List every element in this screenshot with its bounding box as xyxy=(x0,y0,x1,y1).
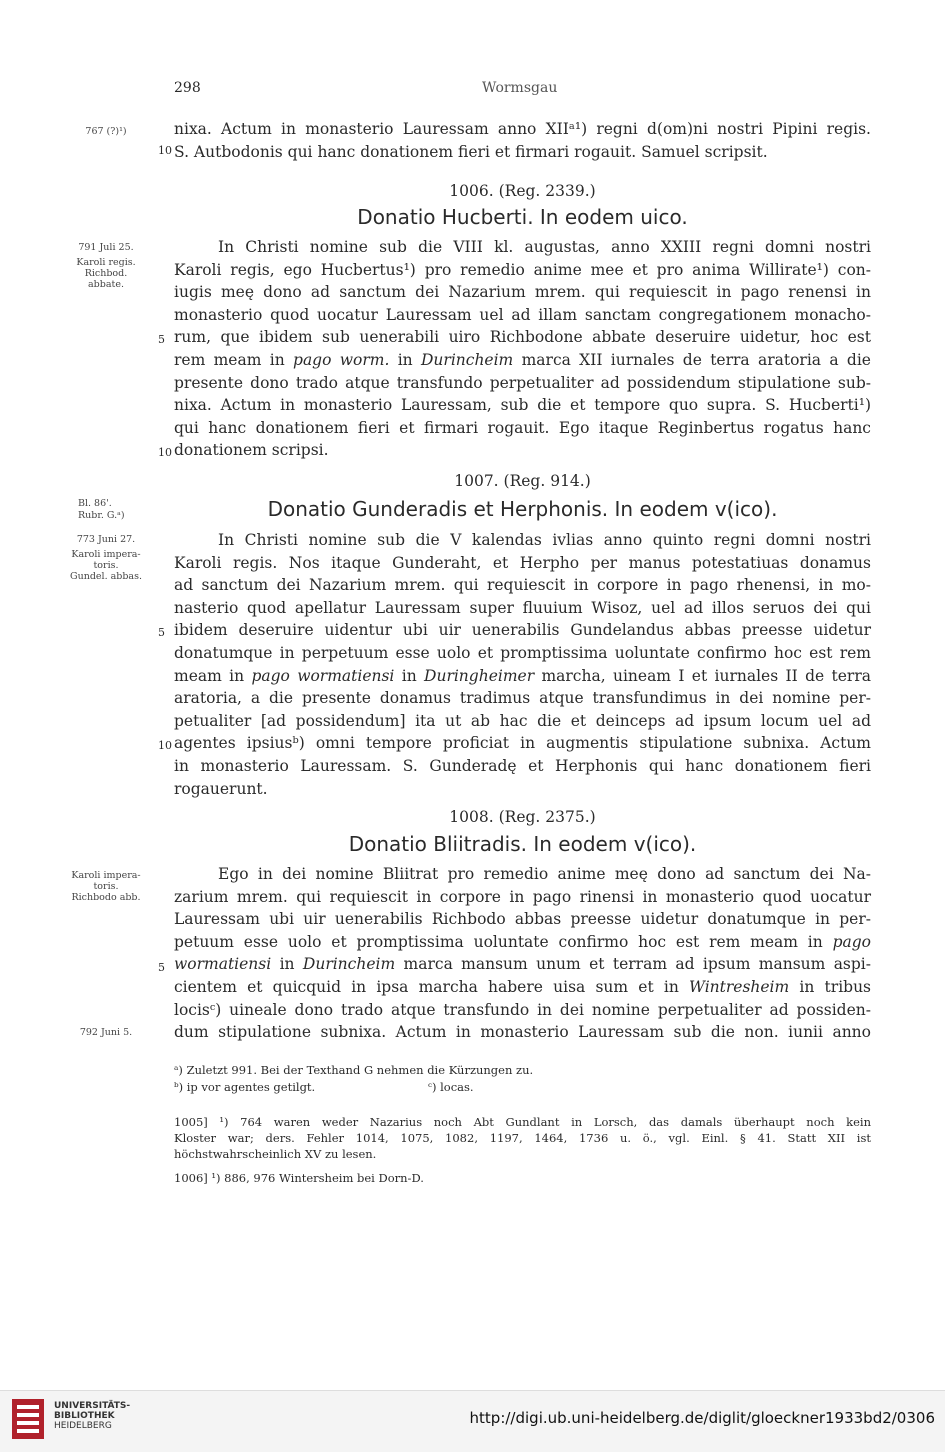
text-line: Kloster war; ders. Fehler 1014, 1075, 1082, 1197, 1464, 1736 u. ö., vgl. Einl. § 41. Statt XII ist xyxy=(174,1131,871,1145)
footnote-c: ᶜ) locas. xyxy=(428,1080,474,1094)
library-name xyxy=(54,1401,130,1431)
text-line: qui hanc donationem fieri et firmari rogauit. Ego itaque Reginbertus rogatus hanc xyxy=(174,418,871,437)
text-segment: rem meam in xyxy=(174,350,285,369)
line-number: 10 xyxy=(158,144,172,157)
text-line: Ego in dei nomine Bliitrat pro remedio anime meę dono ad sanctum dei Na- xyxy=(218,865,871,883)
text-line: 1005] ¹) 764 waren weder Nazarius noch Abt Gundlant in Lorsch, das damals überhaupt noch kein xyxy=(174,1115,871,1129)
text-segment: in xyxy=(279,955,295,974)
place-name: wormatiensi xyxy=(174,955,272,974)
margin-note: toris. xyxy=(93,560,119,571)
text-line: in monasterio Lauressam. S. Gunderadę et Herphonis qui hanc donationem fieri xyxy=(174,756,871,775)
text-line: nixa. Actum in monasterio Lauressam, sub die et tempore quo supra. S. Hucberti¹) xyxy=(174,396,871,415)
place-name: Durincheim xyxy=(302,955,396,974)
text-segment: marca XII iurnales de terra aratoria a die xyxy=(521,350,871,369)
text-line: agentes ipsiusᵇ) omni tempore proficiat in augmentis stipulatione subnixa. Actum xyxy=(174,734,871,753)
margin-note: Gundel. abbas. xyxy=(70,571,142,582)
text-line: ibidem deseruire uidentur ubi uir uenerabilis Gundelandus abbas preesse uidetur xyxy=(174,621,871,640)
regest-number: 1006. (Reg. 2339.) xyxy=(449,182,596,200)
charter-title: Donatio Bliitradis. In eodem v(ico). xyxy=(348,832,697,856)
commentary-1006: 1006] ¹) 886, 976 Wintersheim bei Dorn-D. xyxy=(174,1171,424,1185)
text-segment: marca mansum unum et terram ad ipsum mansum aspi- xyxy=(403,955,872,974)
charter-text xyxy=(174,236,871,462)
library-name-line: UNIVERSITÄTS- xyxy=(54,1401,131,1411)
line-number: 5 xyxy=(158,961,165,974)
charter-title: Donatio Hucberti. In eodem uico. xyxy=(357,205,688,229)
text-line: nasterio quod apellatur Lauressam super fluuium Wisoz, uel ad illos seruos dei qui xyxy=(174,598,871,617)
text-line: zarium mrem. qui requiescit in corpore in pago rinensi in monasterio quod uocatur xyxy=(174,887,871,906)
place-name: Wintresheim xyxy=(689,977,790,996)
regest-number: 1008. (Reg. 2375.) xyxy=(449,808,596,826)
margin-note: Karoli impera- xyxy=(71,870,141,881)
line-number: 5 xyxy=(158,626,165,639)
text-line xyxy=(174,953,871,976)
text-line: nixa. Actum in monasterio Lauressam anno XIIᵃ¹) regni d(om)ni nostri Pipini regis. xyxy=(174,120,871,138)
margin-note: 792 Juni 5. xyxy=(79,1027,133,1038)
paragraph-continuation xyxy=(174,118,871,163)
text-line: höchstwahrscheinlich XV zu lesen. xyxy=(174,1147,377,1161)
place-name: pago xyxy=(832,932,871,951)
text-line xyxy=(174,349,871,372)
text-line: petualiter [ad possidendum] ita ut ab hac die et deinceps ad ipsum locum uel ad xyxy=(174,711,871,730)
text-line: S. Autbodonis qui hanc donationem fieri et firmari rogauit. Samuel scripsit. xyxy=(174,142,768,161)
text-line xyxy=(174,665,871,688)
charter-text xyxy=(174,863,871,1044)
text-line: In Christi nomine sub die VIII kl. augustas, anno XXIII regni domni nostri xyxy=(218,238,871,256)
place-name: pago worm. xyxy=(293,350,390,369)
text-line: rogauerunt. xyxy=(174,779,268,798)
text-line: dum stipulatione subnixa. Actum in monasterio Lauressam sub die non. iunii anno xyxy=(174,1023,871,1042)
digitization-footer xyxy=(0,1390,945,1452)
commentary-1005 xyxy=(174,1114,871,1162)
margin-note: Rubr. G.ᵃ) xyxy=(78,510,125,521)
text-line xyxy=(174,976,871,999)
text-line xyxy=(174,931,871,954)
text-line: rum, que ibidem sub uenerabili uiro Richbodone abbate deseruire uidetur, hoc est xyxy=(174,328,871,347)
page-number: 298 xyxy=(174,80,201,96)
line-number: 10 xyxy=(158,739,172,752)
text-segment: petuum esse uolo et promptissima uoluntate confirmo hoc est rem meam in xyxy=(174,932,823,951)
margin-note: toris. xyxy=(93,881,119,892)
place-name: pago wormatiensi xyxy=(251,666,395,685)
text-segment: marcha, uineam I et iurnales II de terra xyxy=(541,666,871,685)
text-line: ad sanctum dei Nazarium mrem. qui requiescit in corpore in pago rhenensi, in mo- xyxy=(174,576,871,595)
text-line: donationem scripsi. xyxy=(174,441,329,460)
charter-text xyxy=(174,529,871,800)
footnote-b: ᵇ) ip vor agentes getilgt. xyxy=(174,1080,316,1094)
text-segment: in tribus xyxy=(799,977,872,996)
margin-note: Bl. 86'. xyxy=(78,498,112,509)
margin-note: abbate. xyxy=(88,279,124,290)
text-line: donatumque in perpetuum esse uolo et promptissima uoluntate confirmo hoc est rem xyxy=(174,643,871,662)
university-library-logo-icon xyxy=(8,1395,48,1445)
line-number: 5 xyxy=(158,333,165,346)
margin-note: Richbod. xyxy=(84,268,128,279)
line-number: 10 xyxy=(158,446,172,459)
permalink-url[interactable]: http://digi.ub.uni-heidelberg.de/diglit/gloeckner1933bd2/0306 xyxy=(469,1409,935,1427)
margin-note: Richbodo abb. xyxy=(71,892,141,903)
margin-note: 791 Juli 25. xyxy=(78,242,134,253)
text-line: presente dono trado atque transfundo perpetualiter ad possidendum stipulatione sub- xyxy=(174,373,871,392)
text-segment: in xyxy=(397,350,413,369)
text-line: Karoli regis. Nos itaque Gunderaht, et Herpho per manus potestatiuas donamus xyxy=(174,553,871,572)
place-name: Duringheimer xyxy=(424,666,535,685)
library-name-line: HEIDELBERG xyxy=(54,1421,112,1431)
library-name-line: BIBLIOTHEK xyxy=(54,1411,115,1421)
text-segment: cientem et quicquid in ipsa marcha habere uisa sum et in xyxy=(174,977,679,996)
charter-title: Donatio Gunderadis et Herphonis. In eodem v(ico). xyxy=(267,497,778,521)
text-segment: in xyxy=(401,666,417,685)
margin-note: 773 Juni 27. xyxy=(76,534,136,545)
text-line: In Christi nomine sub die V kalendas ivlias anno quinto regni domni nostri xyxy=(218,531,871,549)
margin-note: Karoli regis. xyxy=(76,257,136,268)
running-head: Wormsgau xyxy=(482,80,558,96)
footnote-a: ᵃ) Zuletzt 991. Bei der Texthand G nehmen die Kürzungen zu. xyxy=(174,1063,534,1077)
text-line: monasterio quod uocatur Lauressam uel ad illam sanctam congregationem monacho- xyxy=(174,305,871,324)
text-segment: meam in xyxy=(174,666,245,685)
text-line: Karoli regis, ego Hucbertus¹) pro remedio anime mee et pro anima Willirate¹) con- xyxy=(174,260,871,279)
text-line: aratoria, a die presente donamus tradimus atque transfundimus in dei nomine per- xyxy=(174,689,871,708)
text-line: Lauressam ubi uir uenerabilis Richbodo abbas preesse uidetur donatumque in per- xyxy=(174,910,871,929)
text-line: iugis meę dono ad sanctum dei Nazarium mrem. qui requiescit in pago renensi in xyxy=(174,283,871,302)
margin-note: 767 (?)¹) xyxy=(85,126,127,137)
place-name: Durincheim xyxy=(421,350,514,369)
text-line: locisᶜ) uineale dono trado atque transfundo in dei nomine perpetualiter ad possiden- xyxy=(174,1000,871,1019)
margin-note: Karoli impera- xyxy=(71,549,141,560)
regest-number: 1007. (Reg. 914.) xyxy=(454,472,591,490)
